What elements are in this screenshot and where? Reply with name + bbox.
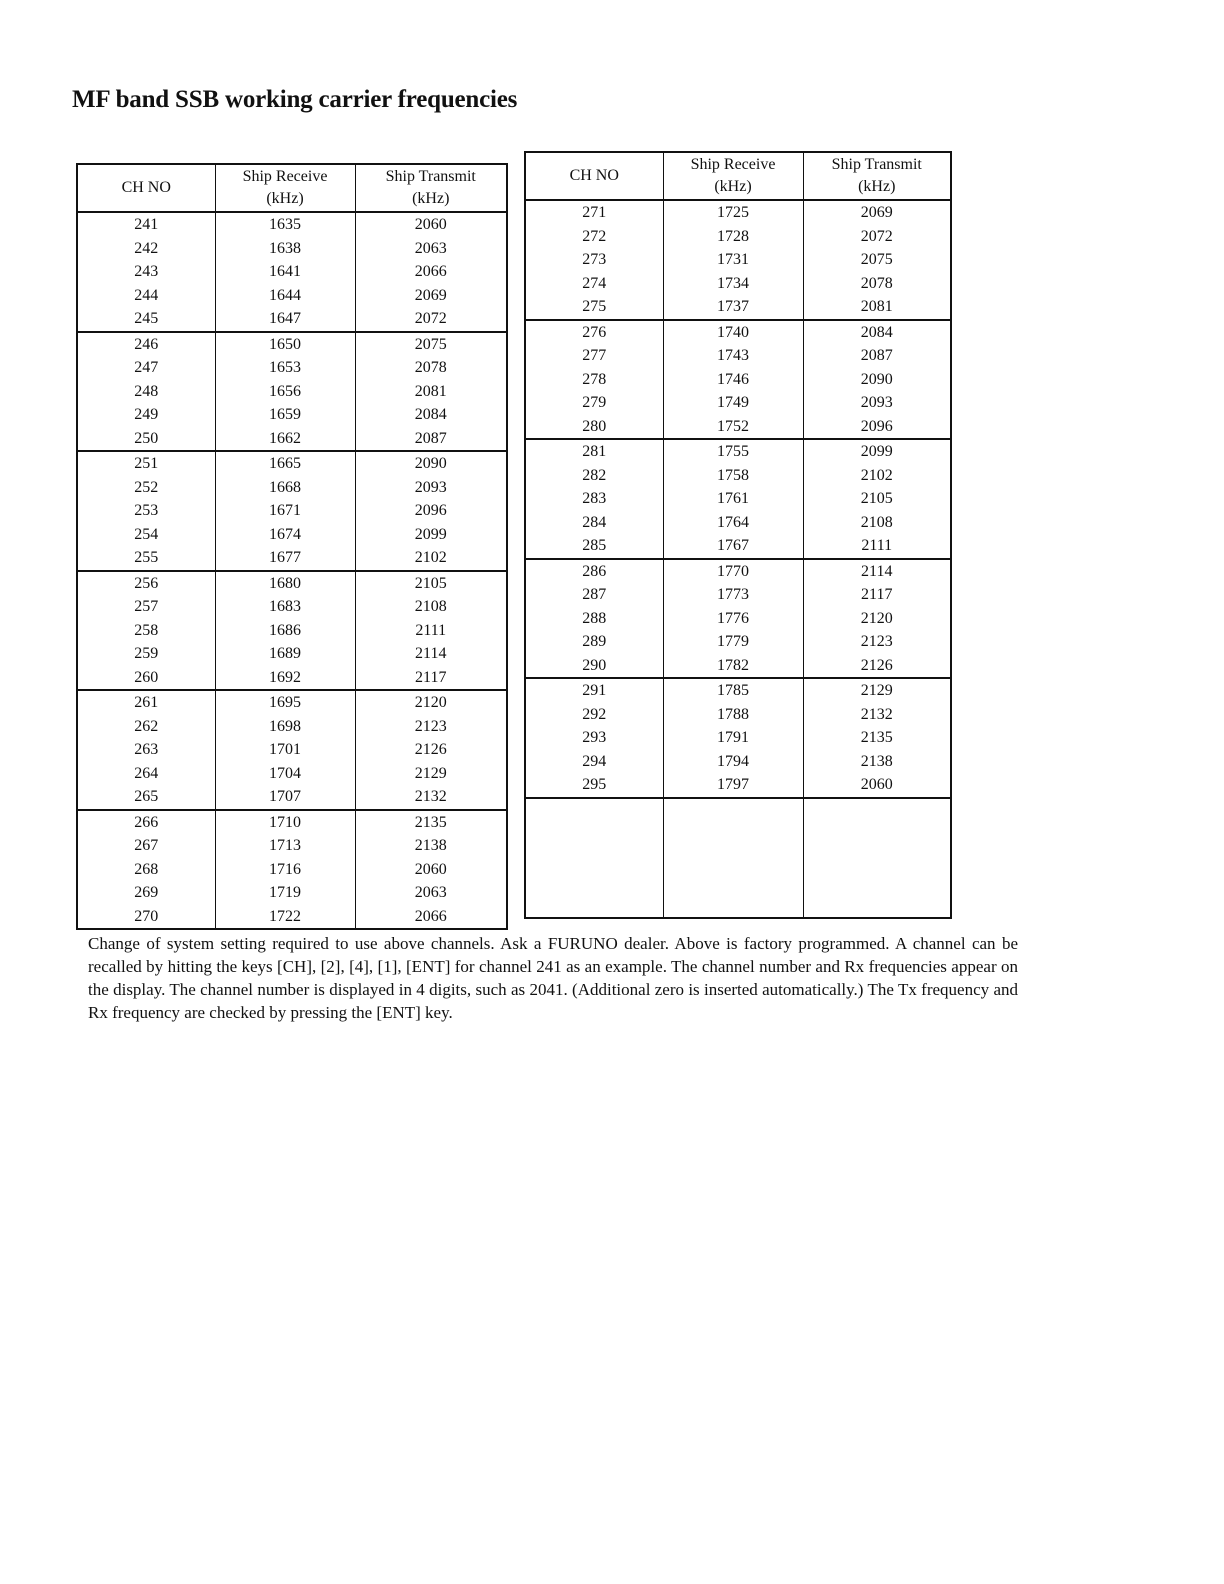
header-ship-transmit-label: Ship Transmit (385, 168, 476, 185)
table-row (525, 200, 951, 225)
empty-row (525, 798, 951, 918)
cell-ch-no: 268 (134, 860, 159, 878)
empty-cell (525, 798, 663, 918)
cell-ship-receive: 1779 (663, 630, 803, 654)
cell-ship-transmit: 2099 (355, 523, 507, 547)
cell-ship-receive: 1644 (215, 284, 355, 308)
cell-ship-receive: 1665 (215, 451, 355, 476)
cell-ch-no: 267 (134, 837, 159, 854)
table-row (525, 630, 951, 654)
table-row (77, 810, 507, 835)
table-row (77, 642, 507, 666)
cell-ch-no: 278 (582, 370, 607, 388)
table-row (525, 773, 951, 798)
table-row (77, 260, 507, 284)
table-row (77, 858, 507, 882)
cell-ship-transmit: 2126 (803, 654, 951, 679)
cell-ch-no: 260 (77, 666, 215, 691)
cell-ch-no: 263 (134, 741, 159, 758)
cell-ship-receive: 1668 (215, 476, 355, 500)
cell-ch-no: 244 (134, 286, 159, 304)
cell-ch-no: 262 (134, 717, 159, 735)
cell-ship-receive: 1764 (663, 511, 803, 535)
table-row (77, 451, 507, 476)
cell-ship-receive: 1641 (215, 260, 355, 284)
cell-ship-receive: 1746 (663, 368, 803, 392)
cell-ch-no: 274 (582, 274, 607, 292)
cell-ship-transmit: 2138 (355, 834, 507, 858)
cell-ship-transmit: 2090 (803, 368, 951, 392)
cell-ship-receive: 1689 (215, 642, 355, 666)
table-row (77, 476, 507, 500)
cell-ship-receive: 1710 (215, 810, 355, 835)
page-title: MF band SSB working carrier frequencies (72, 86, 518, 113)
header-ship-transmit-unit: (kHz) (412, 190, 450, 207)
cell-ship-receive: 1770 (663, 559, 803, 584)
cell-ship-transmit: 2060 (355, 858, 507, 882)
cell-ship-receive: 1674 (215, 523, 355, 547)
cell-ship-transmit: 2102 (355, 546, 507, 571)
table-row (77, 284, 507, 308)
table-row (77, 762, 507, 786)
table-row (77, 715, 507, 739)
header-ship-transmit (355, 164, 507, 212)
cell-ship-receive: 1752 (663, 415, 803, 440)
cell-ship-receive: 1788 (663, 703, 803, 727)
cell-ch-no: 241 (134, 216, 159, 233)
cell-ship-transmit: 2069 (355, 284, 507, 308)
cell-ship-transmit: 2120 (355, 690, 507, 715)
cell-ship-receive: 1647 (215, 307, 355, 332)
header-ship-receive (215, 164, 355, 212)
cell-ship-transmit: 2114 (355, 642, 507, 666)
table-row (77, 307, 507, 332)
table-row (77, 690, 507, 715)
table-row (525, 583, 951, 607)
cell-ship-transmit: 2132 (803, 703, 951, 727)
cell-ship-transmit: 2093 (355, 476, 507, 500)
cell-ship-transmit: 2084 (803, 320, 951, 345)
cell-ship-transmit: 2111 (355, 619, 507, 643)
table-row (77, 523, 507, 547)
table-row (77, 356, 507, 380)
cell-ch-no: 258 (134, 621, 159, 639)
table-row (77, 499, 507, 523)
cell-ship-receive: 1743 (663, 344, 803, 368)
cell-ch-no: 249 (134, 406, 159, 423)
cell-ship-receive: 1758 (663, 464, 803, 488)
cell-ch-no: 276 (582, 323, 607, 341)
cell-ship-transmit: 2105 (355, 571, 507, 596)
cell-ship-receive: 1719 (215, 881, 355, 905)
table-header-row (77, 164, 507, 212)
table-row (77, 403, 507, 427)
cell-ch-no: 250 (77, 427, 215, 452)
table-row (525, 559, 951, 584)
cell-ship-receive: 1797 (663, 773, 803, 798)
cell-ch-no: 264 (134, 764, 159, 782)
cell-ch-no: 272 (582, 227, 607, 245)
header-ch-no-label: CH NO (121, 179, 171, 196)
cell-ship-transmit: 2105 (803, 487, 951, 511)
cell-ship-receive: 1761 (663, 487, 803, 511)
table-row (77, 834, 507, 858)
cell-ship-transmit: 2060 (803, 773, 951, 798)
table-row (525, 368, 951, 392)
cell-ch-no: 284 (582, 513, 607, 531)
frequency-table-right (524, 151, 952, 919)
cell-ch-no: 292 (582, 705, 607, 723)
table-row (525, 534, 951, 559)
table-row (77, 380, 507, 404)
cell-ship-transmit: 2075 (355, 332, 507, 357)
cell-ship-transmit: 2084 (355, 403, 507, 427)
cell-ship-receive: 1701 (215, 738, 355, 762)
table-row (525, 391, 951, 415)
cell-ship-transmit: 2087 (803, 344, 951, 368)
cell-ship-receive: 1794 (663, 750, 803, 774)
cell-ch-no: 287 (582, 586, 607, 603)
cell-ch-no: 253 (134, 502, 159, 519)
cell-ship-transmit: 2123 (355, 715, 507, 739)
cell-ship-transmit: 2096 (803, 415, 951, 440)
table-row (525, 225, 951, 249)
cell-ship-transmit: 2114 (803, 559, 951, 584)
cell-ch-no: 254 (134, 525, 159, 543)
cell-ch-no: 255 (77, 546, 215, 571)
table-row (77, 666, 507, 691)
table-row (77, 881, 507, 905)
cell-ship-receive: 1686 (215, 619, 355, 643)
header-ch-no-label: CH NO (569, 167, 619, 184)
cell-ship-transmit: 2063 (355, 881, 507, 905)
cell-ch-no: 282 (582, 466, 607, 484)
cell-ch-no: 256 (134, 574, 159, 592)
cell-ch-no: 273 (582, 251, 607, 268)
cell-ch-no: 245 (77, 307, 215, 332)
table-row (525, 248, 951, 272)
cell-ship-transmit: 2108 (355, 595, 507, 619)
cell-ship-receive: 1716 (215, 858, 355, 882)
frequency-table-right-body (525, 200, 951, 918)
cell-ch-no: 289 (582, 633, 607, 650)
header-ship-receive (663, 152, 803, 200)
cell-ship-transmit: 2123 (803, 630, 951, 654)
table-row (77, 332, 507, 357)
cell-ship-transmit: 2066 (355, 260, 507, 284)
cell-ch-no: 271 (582, 204, 607, 221)
footnote: Change of system setting required to use above channels. Ask a FURUNO dealer. Above is factory programmed. A channel can be recalled by hitting the keys [CH], [2], [4], [1], [ENT] for channel 241 as an example. The channel number and Rx frequencies appear on the display. The channel number is displayed in 4 digits, such as 2041. (Additional zero is inserted automatically.) The Tx frequency and Rx frequency are checked by pressing the [ENT] key. (88, 934, 1018, 1022)
cell-ship-transmit: 2111 (803, 534, 951, 559)
table-row (77, 738, 507, 762)
cell-ship-receive: 1650 (215, 332, 355, 357)
cell-ship-transmit: 2081 (355, 380, 507, 404)
cell-ship-receive: 1725 (663, 200, 803, 225)
cell-ship-transmit: 2069 (803, 200, 951, 225)
cell-ch-no: 248 (134, 382, 159, 400)
table-row (77, 905, 507, 930)
header-ship-receive-label: Ship Receive (242, 168, 328, 185)
cell-ch-no: 277 (582, 347, 607, 364)
table-row (525, 654, 951, 679)
cell-ship-receive: 1767 (663, 534, 803, 559)
cell-ship-receive: 1680 (215, 571, 355, 596)
cell-ch-no: 257 (134, 598, 159, 615)
cell-ship-receive: 1692 (215, 666, 355, 691)
table-row (525, 320, 951, 345)
cell-ship-receive: 1698 (215, 715, 355, 739)
cell-ship-receive: 1704 (215, 762, 355, 786)
cell-ch-no: 259 (134, 645, 159, 662)
table-row (525, 750, 951, 774)
cell-ship-receive: 1677 (215, 546, 355, 571)
cell-ch-no: 295 (525, 773, 663, 798)
cell-ship-transmit: 2096 (355, 499, 507, 523)
cell-ship-receive: 1737 (663, 295, 803, 320)
cell-ch-no: 246 (134, 335, 159, 353)
cell-ch-no: 275 (525, 295, 663, 320)
cell-ship-transmit: 2135 (803, 726, 951, 750)
cell-ch-no: 288 (582, 609, 607, 627)
cell-ship-transmit: 2090 (355, 451, 507, 476)
cell-ship-receive: 1671 (215, 499, 355, 523)
table-row (525, 295, 951, 320)
cell-ch-no: 293 (582, 729, 607, 746)
cell-ship-receive: 1755 (663, 439, 803, 464)
cell-ship-transmit: 2078 (803, 272, 951, 296)
header-ship-transmit (803, 152, 951, 200)
table-row (77, 571, 507, 596)
cell-ch-no: 294 (582, 752, 607, 770)
cell-ship-transmit: 2138 (803, 750, 951, 774)
cell-ch-no: 242 (134, 239, 159, 257)
table-row (77, 237, 507, 261)
cell-ship-receive: 1683 (215, 595, 355, 619)
cell-ship-transmit: 2102 (803, 464, 951, 488)
header-ship-receive-unit: (kHz) (266, 190, 304, 207)
cell-ch-no: 279 (582, 394, 607, 411)
cell-ship-transmit: 2117 (355, 666, 507, 691)
empty-cell (663, 798, 803, 918)
cell-ship-receive: 1722 (215, 905, 355, 930)
header-ship-transmit-label: Ship Transmit (831, 156, 922, 173)
cell-ship-receive: 1740 (663, 320, 803, 345)
table-row (525, 607, 951, 631)
cell-ship-transmit: 2063 (355, 237, 507, 261)
table-row (525, 415, 951, 440)
cell-ship-receive: 1635 (215, 212, 355, 237)
table-row (525, 344, 951, 368)
cell-ch-no: 243 (134, 263, 159, 280)
cell-ch-no: 281 (582, 443, 607, 460)
table-row (77, 212, 507, 237)
cell-ship-transmit: 2135 (355, 810, 507, 835)
header-ch-no (525, 152, 663, 200)
cell-ch-no: 270 (77, 905, 215, 930)
cell-ship-transmit: 2093 (803, 391, 951, 415)
cell-ch-no: 266 (134, 813, 159, 831)
cell-ship-receive: 1728 (663, 225, 803, 249)
cell-ch-no: 285 (525, 534, 663, 559)
cell-ch-no: 291 (582, 682, 607, 699)
cell-ship-receive: 1791 (663, 726, 803, 750)
cell-ship-transmit: 2129 (803, 678, 951, 703)
table-row (525, 511, 951, 535)
cell-ship-transmit: 2072 (355, 307, 507, 332)
cell-ship-transmit: 2078 (355, 356, 507, 380)
cell-ship-receive: 1638 (215, 237, 355, 261)
cell-ship-receive: 1662 (215, 427, 355, 452)
header-ship-receive-label: Ship Receive (690, 156, 776, 173)
cell-ship-receive: 1707 (215, 785, 355, 810)
frequency-table-left-body (77, 212, 507, 929)
cell-ship-transmit: 2066 (355, 905, 507, 930)
cell-ship-transmit: 2132 (355, 785, 507, 810)
table-row (525, 439, 951, 464)
cell-ship-receive: 1653 (215, 356, 355, 380)
table-row (77, 427, 507, 452)
cell-ch-no: 251 (134, 455, 159, 472)
cell-ship-transmit: 2081 (803, 295, 951, 320)
cell-ship-transmit: 2087 (355, 427, 507, 452)
cell-ship-transmit: 2117 (803, 583, 951, 607)
table-row (525, 726, 951, 750)
cell-ship-transmit: 2060 (355, 212, 507, 237)
cell-ch-no: 252 (134, 478, 159, 496)
cell-ch-no: 261 (134, 694, 159, 711)
table-row (525, 678, 951, 703)
cell-ship-receive: 1773 (663, 583, 803, 607)
cell-ship-receive: 1659 (215, 403, 355, 427)
cell-ship-transmit: 2126 (355, 738, 507, 762)
cell-ship-receive: 1713 (215, 834, 355, 858)
cell-ch-no: 269 (134, 884, 159, 901)
table-row (77, 595, 507, 619)
table-row (77, 785, 507, 810)
table-header-row (525, 152, 951, 200)
cell-ship-transmit: 2129 (355, 762, 507, 786)
cell-ch-no: 283 (582, 490, 607, 507)
cell-ship-transmit: 2120 (803, 607, 951, 631)
cell-ship-receive: 1776 (663, 607, 803, 631)
header-ch-no (77, 164, 215, 212)
cell-ship-transmit: 2075 (803, 248, 951, 272)
table-row (77, 546, 507, 571)
header-ship-receive-unit: (kHz) (714, 178, 752, 195)
table-row (77, 619, 507, 643)
table-row (525, 487, 951, 511)
cell-ship-receive: 1731 (663, 248, 803, 272)
cell-ship-receive: 1656 (215, 380, 355, 404)
cell-ch-no: 280 (525, 415, 663, 440)
table-row (525, 703, 951, 727)
cell-ch-no: 265 (77, 785, 215, 810)
cell-ch-no: 290 (525, 654, 663, 679)
cell-ship-transmit: 2072 (803, 225, 951, 249)
cell-ship-transmit: 2099 (803, 439, 951, 464)
cell-ch-no: 286 (582, 562, 607, 580)
cell-ship-transmit: 2108 (803, 511, 951, 535)
cell-ch-no: 247 (134, 359, 159, 376)
cell-ship-receive: 1734 (663, 272, 803, 296)
cell-ship-receive: 1695 (215, 690, 355, 715)
table-row (525, 272, 951, 296)
cell-ship-receive: 1749 (663, 391, 803, 415)
cell-ship-receive: 1785 (663, 678, 803, 703)
header-ship-transmit-unit: (kHz) (858, 178, 896, 195)
frequency-table-left (76, 163, 508, 930)
cell-ship-receive: 1782 (663, 654, 803, 679)
table-row (525, 464, 951, 488)
empty-cell (803, 798, 951, 918)
